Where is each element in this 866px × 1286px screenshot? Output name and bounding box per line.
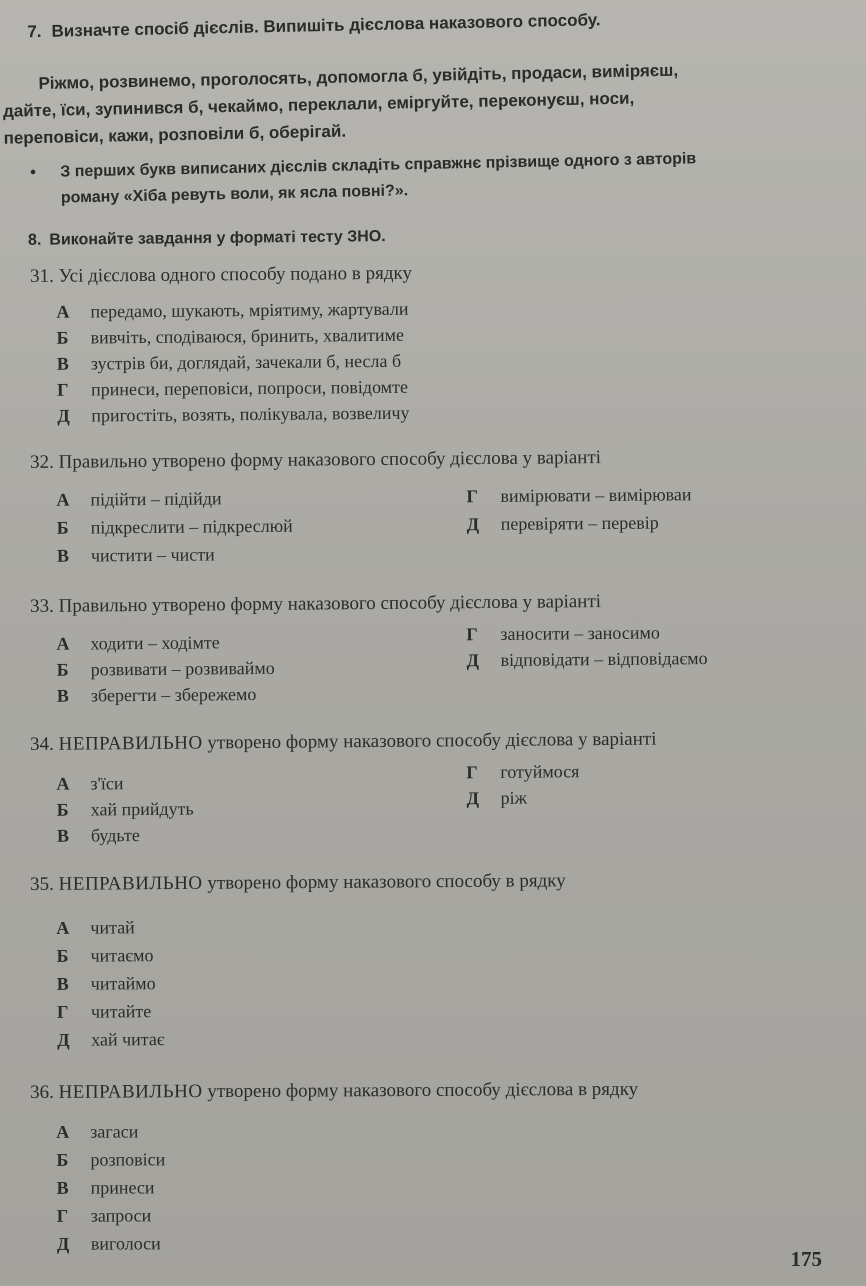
option-text: принеси — [90, 1177, 155, 1198]
question-35 — [30, 868, 830, 1050]
option-text: з'їси — [90, 773, 124, 794]
question-number: 32. — [30, 451, 54, 473]
option-letter: Д — [466, 788, 480, 809]
option-letter: В — [56, 685, 69, 706]
option-letter: Б — [56, 327, 69, 348]
option-text: перевіряти – перевір — [500, 512, 659, 534]
question-number: 31. — [30, 265, 54, 287]
answer-option — [56, 299, 408, 323]
option-text: ходити – ходімте — [90, 632, 220, 654]
question-title — [30, 1078, 830, 1104]
option-letter: Д — [466, 514, 480, 535]
task-7 — [0, 5, 865, 207]
task-instruction: Визначте спосіб дієслів. Випишіть дієслова наказового способу. — [51, 10, 601, 41]
option-letter: Б — [56, 945, 69, 966]
option-letter: А — [56, 1121, 70, 1142]
answer-option — [57, 351, 401, 375]
answer-option — [466, 484, 691, 507]
answer-option — [57, 799, 194, 821]
emphasis-word: НЕПРАВИЛЬНО — [58, 872, 203, 895]
answer-option — [56, 773, 123, 795]
answer-option — [57, 377, 408, 401]
option-letter: В — [56, 1177, 69, 1198]
option-letter: В — [56, 825, 69, 846]
bullet-icon: • — [30, 164, 37, 182]
option-letter: В — [56, 973, 69, 994]
answer-option — [56, 1121, 138, 1142]
question-title — [30, 445, 830, 474]
answer-option — [56, 632, 219, 654]
option-text: хай читає — [91, 1029, 165, 1050]
option-text: принеси, переповіси, попроси, повідомте — [90, 376, 409, 400]
answer-option — [57, 325, 405, 349]
answer-option — [57, 945, 154, 967]
answer-option — [466, 623, 660, 646]
question-32 — [30, 445, 830, 566]
emphasis-word: НЕПРАВИЛЬНО — [58, 1081, 203, 1103]
option-text: вимірювати – вимірюваи — [500, 484, 692, 506]
answer-option — [466, 761, 579, 783]
option-letter: Б — [56, 659, 69, 680]
answer-option — [57, 1001, 151, 1023]
bullet-line: роману «Хіба ревуть воли, як ясла повні?». — [60, 182, 409, 207]
question-text: Правильно утворено форму наказового способу дієслова у варіанті — [58, 591, 602, 617]
option-text: виголоси — [90, 1233, 161, 1254]
answer-option — [466, 648, 707, 671]
option-text: заносити – заносимо — [500, 622, 660, 644]
verb-line: переповіси, кажи, розповіли б, оберігай. — [3, 121, 347, 148]
option-text: зберегти – збережемо — [90, 684, 257, 706]
option-letter: В — [56, 545, 70, 566]
answer-option — [57, 1205, 152, 1226]
option-text: читаємо — [90, 945, 154, 966]
verb-list — [0, 57, 679, 152]
option-letter: А — [56, 301, 70, 322]
option-letter: Г — [56, 379, 69, 400]
question-text: Усі дієслова одного способу подано в рядку — [58, 262, 413, 287]
option-text: читайте — [90, 1001, 152, 1022]
option-text: запроси — [90, 1205, 152, 1226]
answer-option — [57, 658, 275, 681]
verb-line: дайте, їси, зупинився б, чекаймо, переклали, еміргуйте, переконуєш, носи, — [2, 88, 635, 121]
question-text: утворено форму наказового способу в рядку — [207, 870, 566, 894]
option-letter: Г — [466, 762, 478, 783]
bullet-line: З перших букв виписаних дієслів складіть справжнє прізвище одного з авторів — [60, 150, 697, 181]
option-text: загаси — [90, 1121, 139, 1142]
page-number: 175 — [790, 1247, 822, 1271]
answer-option — [57, 516, 293, 539]
option-letter: Д — [56, 1233, 70, 1254]
question-text: утворено форму наказового способу дієслова в рядку — [207, 1078, 639, 1103]
option-text: підійти – підійди — [90, 488, 222, 510]
question-text: утворено форму наказового способу дієслова у варіанті — [207, 728, 657, 754]
task-instruction: Виконайте завдання у форматі тесту ЗНО. — [49, 228, 386, 249]
task-number: 8. — [27, 231, 42, 249]
question-34 — [30, 727, 830, 846]
option-letter: Б — [56, 799, 69, 820]
question-title — [30, 589, 830, 618]
option-text: зустрів би, доглядай, зачекали б, несла б — [90, 350, 402, 374]
option-letter: Г — [56, 1001, 69, 1022]
option-text: хай прийдуть — [90, 798, 194, 820]
option-letter: Г — [466, 486, 478, 507]
task-8-heading — [28, 228, 386, 250]
question-31 — [30, 259, 830, 426]
task-number: 7. — [27, 21, 42, 42]
verb-line: Ріжмо, розвинемо, проголосять, допомогла б, увійдіть, продаси, виміряєш, — [38, 60, 679, 94]
question-36 — [30, 1078, 830, 1254]
answer-option — [57, 1233, 161, 1255]
answer-option — [57, 403, 409, 427]
answer-option — [57, 1029, 165, 1051]
option-letter: Г — [56, 1205, 69, 1226]
question-title — [30, 259, 830, 288]
option-text: розповіси — [90, 1149, 166, 1170]
bullet-task — [30, 144, 811, 212]
question-number: 35. — [30, 873, 54, 895]
option-letter: Б — [56, 517, 69, 538]
option-text: передамо, шукають, мріятиму, жартували — [90, 298, 409, 322]
option-letter: Г — [466, 624, 478, 645]
answer-option — [57, 544, 215, 566]
option-letter: А — [56, 633, 70, 654]
option-letter: А — [56, 489, 70, 510]
option-letter: Д — [57, 405, 70, 426]
option-text: відповідати – відповідаємо — [500, 648, 708, 670]
answer-option — [56, 488, 221, 510]
option-text: будьте — [90, 825, 140, 846]
option-letter: Д — [466, 650, 480, 671]
task-7-heading — [27, 10, 601, 42]
question-text: Правильно утворено форму наказового способу дієслова у варіанті — [58, 447, 602, 473]
answer-option — [467, 513, 659, 536]
option-letter: А — [56, 773, 70, 794]
option-text: чистити – чисти — [90, 544, 215, 566]
answer-option — [57, 1177, 155, 1199]
option-text: читай — [90, 917, 135, 938]
answer-option — [466, 788, 527, 810]
option-letter: В — [56, 353, 69, 374]
option-text: розвивати – розвиваймо — [90, 657, 275, 680]
option-letter: Д — [57, 1029, 70, 1050]
emphasis-word: НЕПРАВИЛЬНО — [58, 732, 203, 755]
answer-option — [57, 684, 257, 707]
option-text: підкреслити – підкреслюй — [90, 515, 293, 538]
answer-option — [57, 973, 156, 995]
question-number: 36. — [30, 1081, 54, 1103]
answer-option — [56, 1149, 165, 1171]
option-letter: А — [56, 917, 70, 938]
option-text: готуймося — [500, 761, 580, 782]
question-33 — [30, 589, 830, 706]
option-text: вивчіть, сподіваюся, бринить, хвалитиме — [90, 324, 405, 348]
question-number: 33. — [30, 595, 54, 617]
option-text: ріж — [500, 787, 528, 808]
question-number: 34. — [30, 733, 54, 755]
option-text: пригостіть, возять, полікувала, возвеличу — [91, 402, 410, 426]
question-title — [30, 868, 830, 896]
question-title — [30, 727, 830, 756]
answer-option — [57, 825, 140, 847]
answer-option — [56, 917, 135, 939]
option-text: читаймо — [90, 973, 156, 994]
option-letter: Б — [56, 1149, 69, 1170]
